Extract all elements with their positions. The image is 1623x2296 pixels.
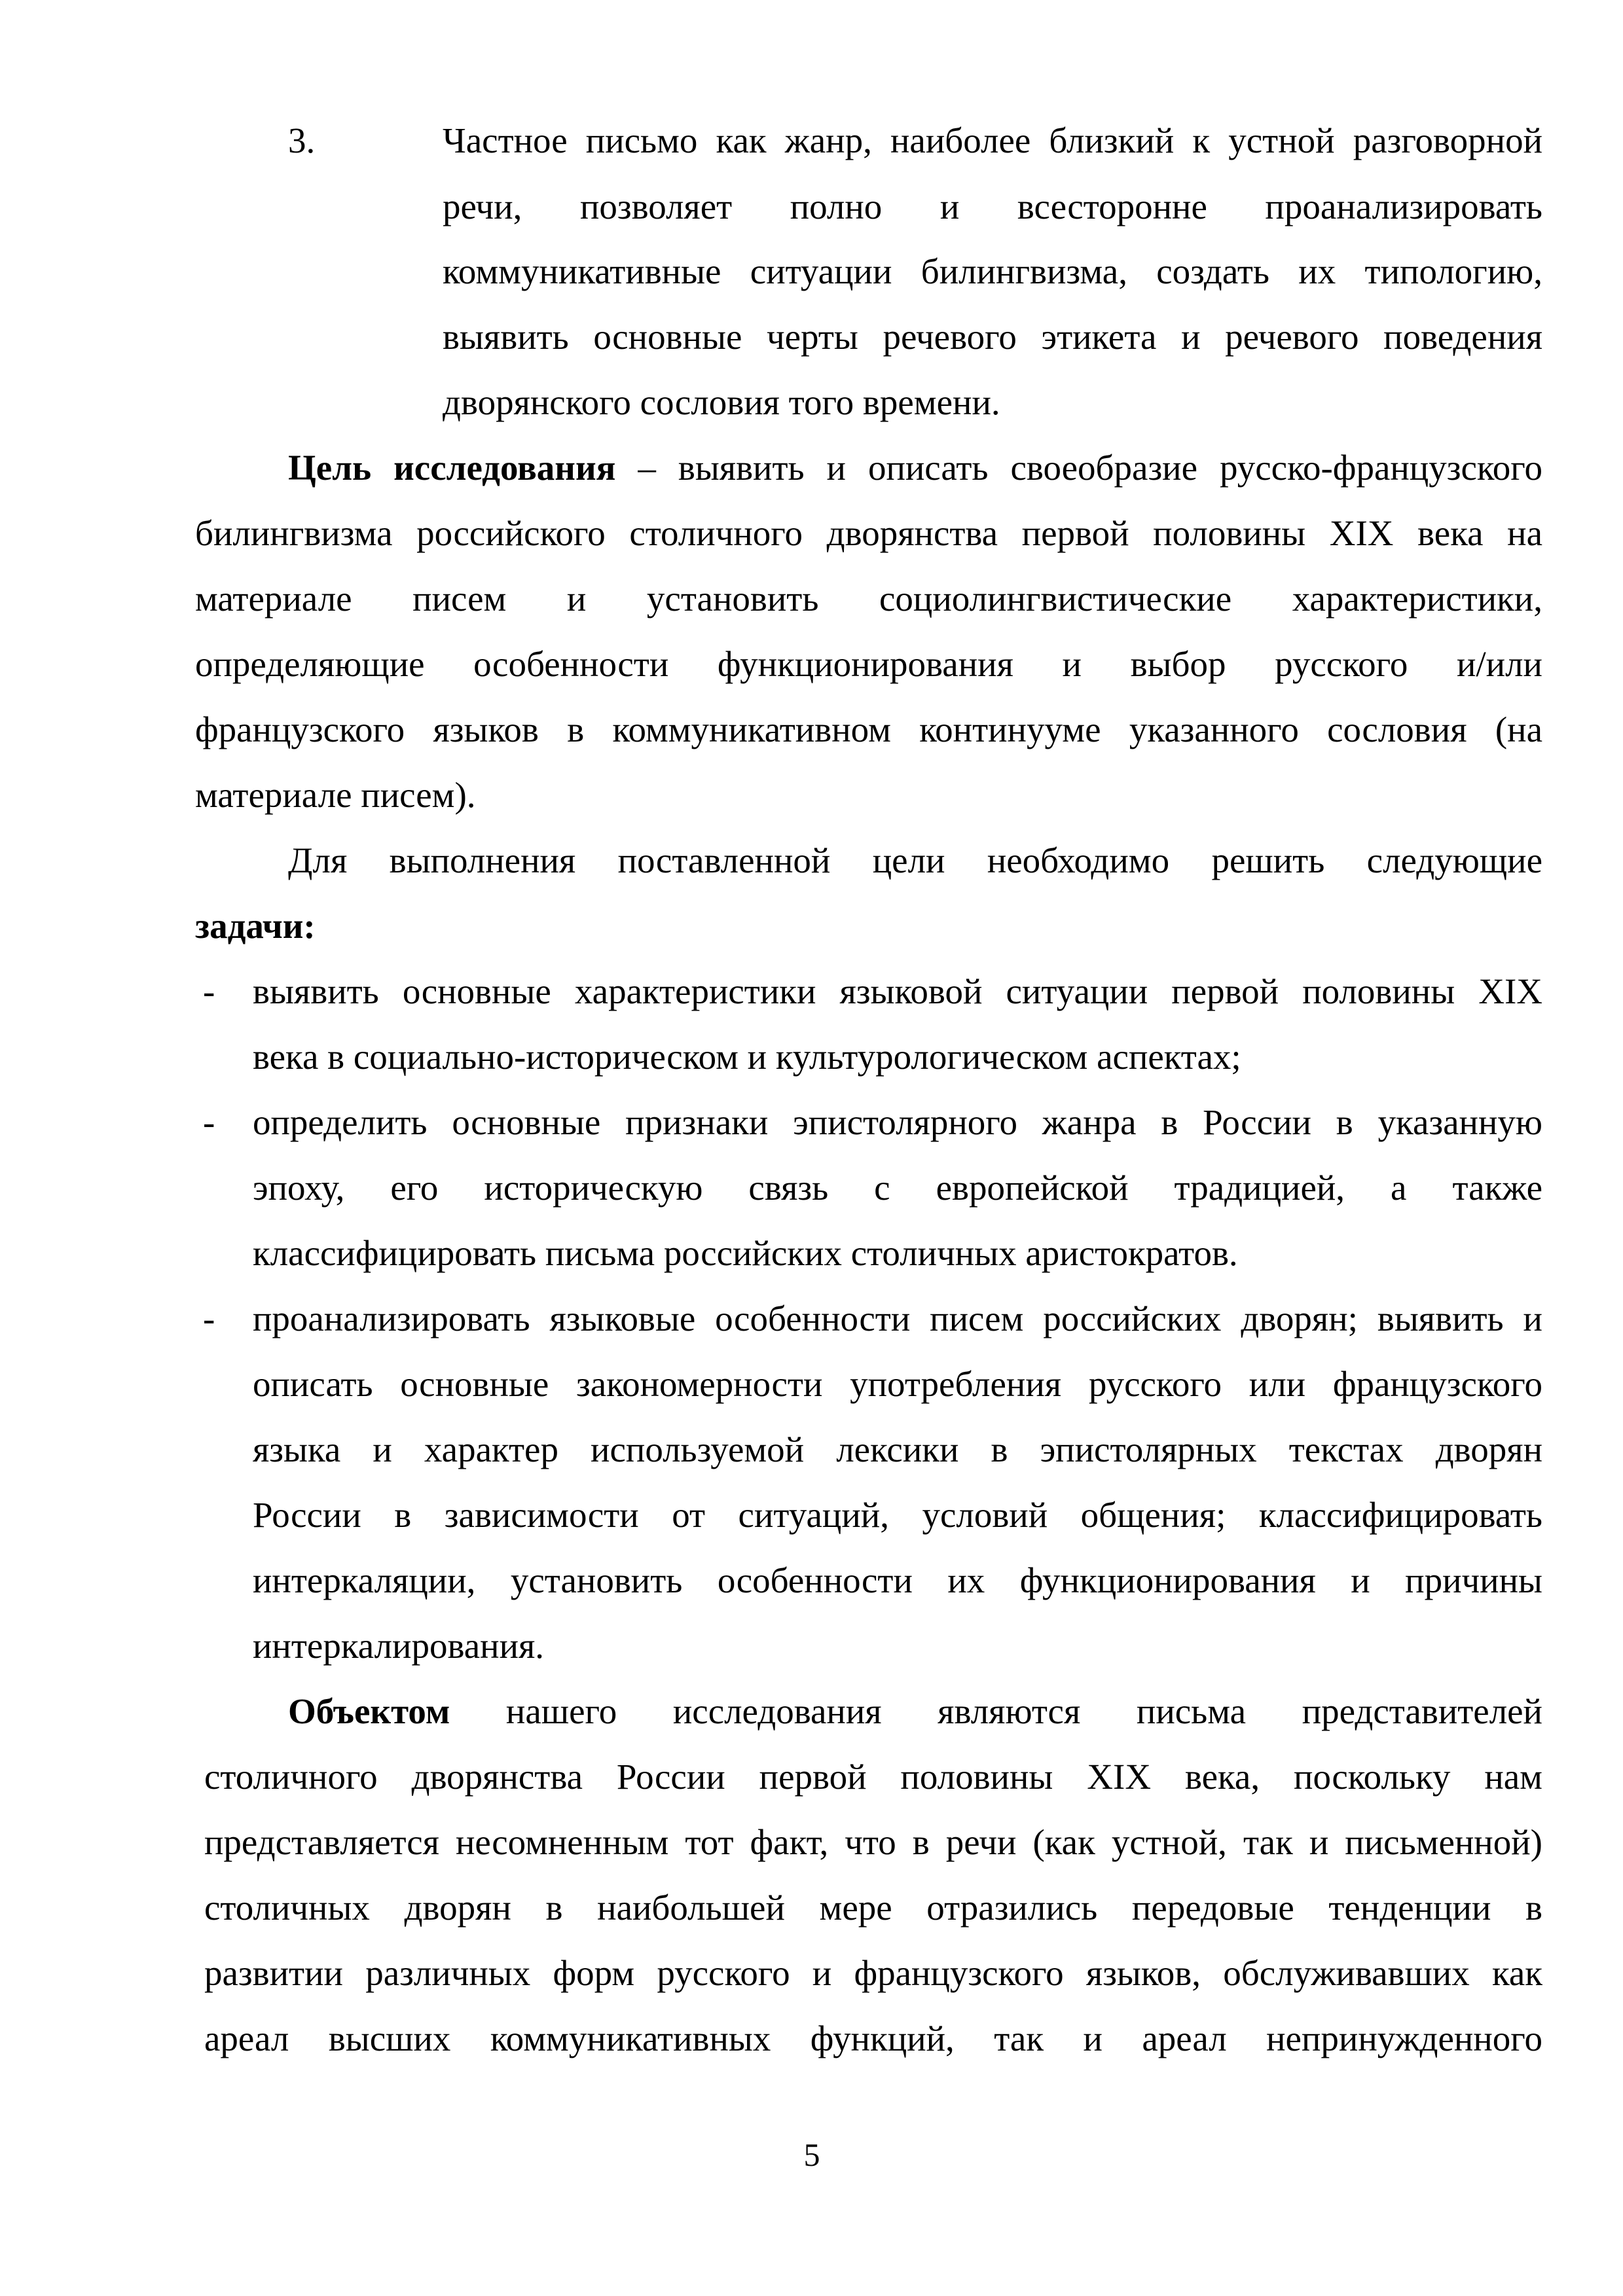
task-2-line-3: классифицировать письма российских столичных аристократов. [253,1233,1238,1273]
task-2-line-2: эпоху, его историческую связь с европейской традицией, а также [253,1168,1542,1208]
task-3-line-5: интеркаляции, установить особенности их функционирования и причины [253,1560,1542,1600]
object-line-3: представляется несомненным тот факт, что в речи (как устной, так и письменной) [204,1822,1542,1862]
task-2-line-1: определить основные признаки эпистолярного жанра в России в указанную [253,1102,1542,1142]
item3-line-3: коммуникативные ситуации билингвизма, создать их типологию, [443,251,1542,291]
task-3-line-4: России в зависимости от ситуаций, условий общения; классифицировать [253,1495,1542,1535]
object-label: Объектом [288,1691,450,1731]
object-line-6: ареал высших коммуникативных функций, так и ареал непринужденного [204,2018,1542,2058]
task-1-line-2: века в социально-историческом и культурологическом аспектах; [253,1037,1241,1077]
task-3-line-2: описать основные закономерности употребления русского или французского [253,1364,1542,1404]
page-number: 5 [803,2136,820,2173]
task-3-line-6: интеркалирования. [253,1626,545,1666]
task-3-line-3: языка и характер используемой лексики в эпистолярных текстах дворян [253,1429,1542,1469]
goal-first-rest: – выявить и описать своеобразие русско-французского [615,448,1542,488]
list-number: 3. [288,120,316,160]
goal-label: Цель исследования [288,448,616,488]
item3-line-1: Частное письмо как жанр, наиболее близкий к устной разговорной [443,120,1542,160]
object-line-5: развитии различных форм русского и французского языков, обслуживавших как [204,1953,1542,1993]
goal-line-6: материале писем). [195,775,476,815]
object-line-4: столичных дворян в наибольшей мере отразились передовые тенденции в [204,1888,1542,1928]
goal-line-2: билингвизма российского столичного дворянства первой половины XIX века на [195,513,1542,553]
item3-line-5: дворянского сословия того времени. [443,382,1000,422]
task-2-marker: - [203,1102,215,1142]
tasks-intro-line: Для выполнения поставленной цели необходимо решить следующие [288,840,1542,880]
task-3-line-1: проанализировать языковые особенности писем российских дворян; выявить и [253,1299,1542,1338]
task-1-marker: - [203,971,215,1011]
object-first-rest: нашего исследования являются письма представителей [450,1691,1542,1731]
tasks-label: задачи: [195,906,316,946]
goal-line-5: французского языков в коммуникативном континууме указанного сословия (на [195,709,1542,749]
goal-line-3: материале писем и установить социолингвистические характеристики, [195,579,1542,619]
goal-line-1 [288,445,1542,491]
task-1-line-1: выявить основные характеристики языковой ситуации первой половины XIX [253,971,1542,1011]
task-3-marker: - [203,1299,215,1338]
item3-line-4: выявить основные черты речевого этикета и речевого поведения [443,317,1542,357]
item3-line-2: речи, позволяет полно и всесторонне проанализировать [443,187,1542,226]
object-line-2: столичного дворянства России первой половины XIX века, поскольку нам [204,1757,1542,1797]
goal-line-4: определяющие особенности функционирования и выбор русского и/или [195,644,1542,684]
object-line-1 [288,1689,1542,1734]
